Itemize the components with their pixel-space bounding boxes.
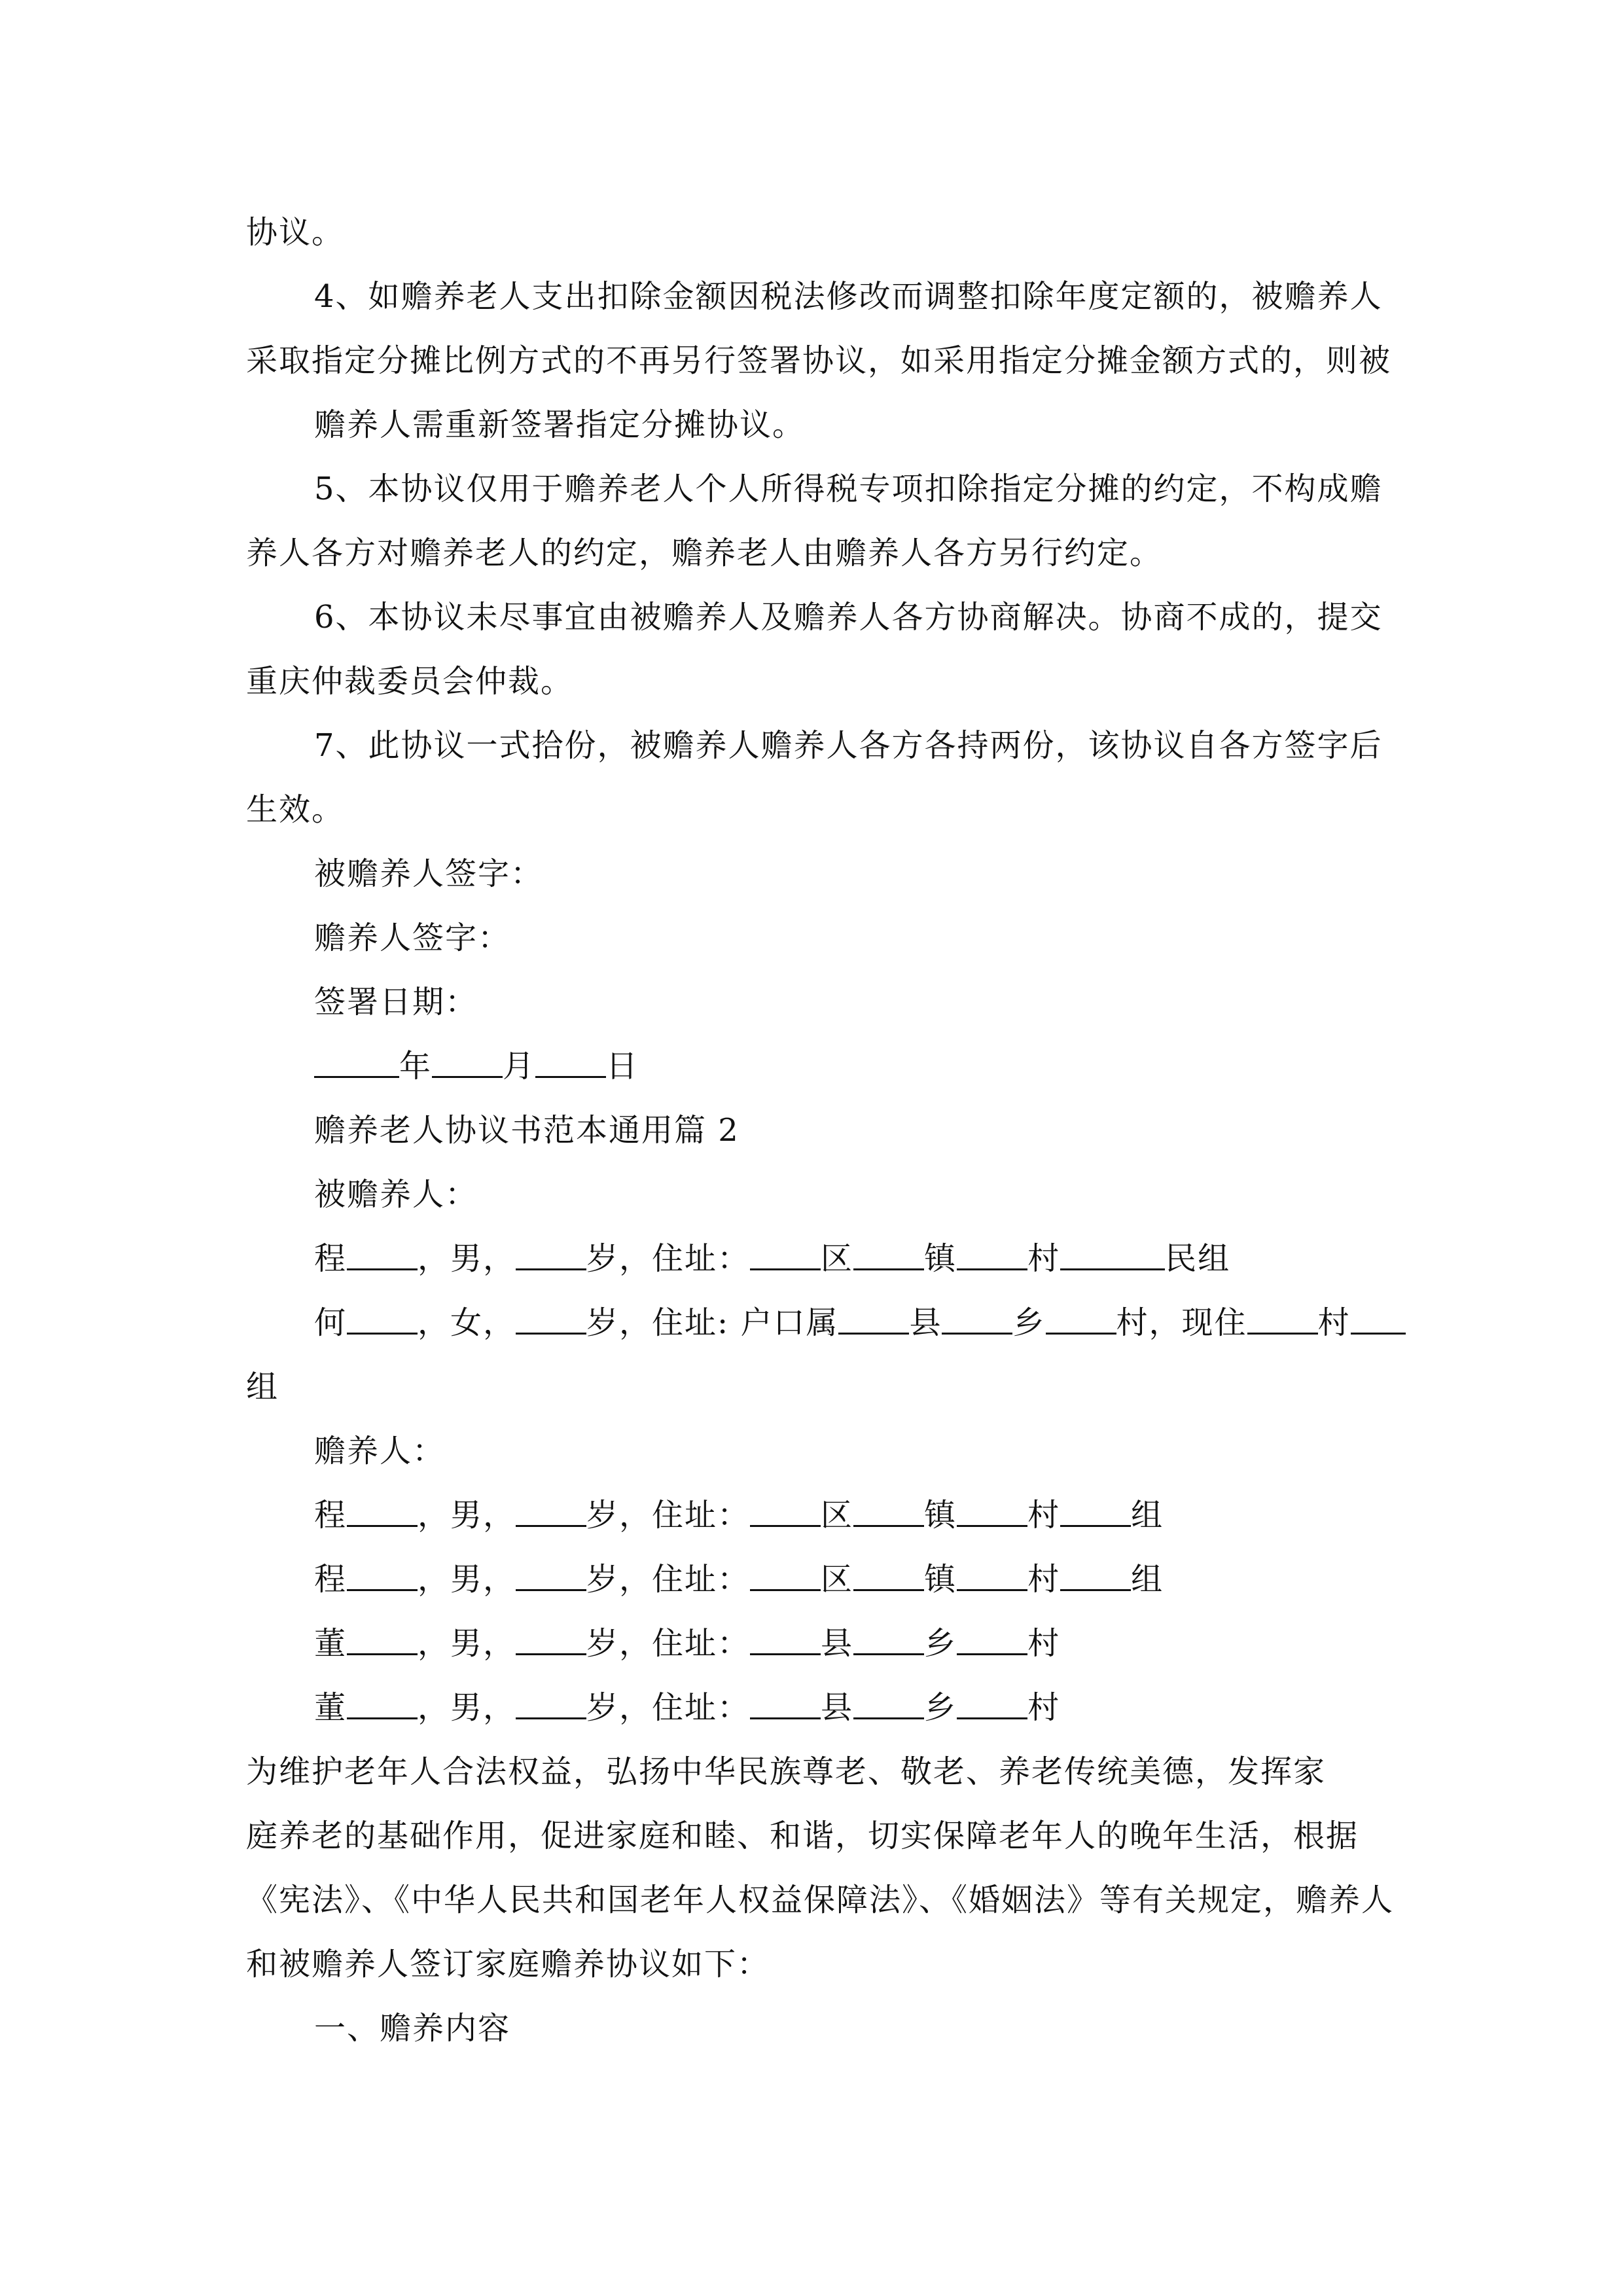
blank bbox=[853, 1563, 924, 1591]
sex: ，男， bbox=[418, 1625, 516, 1662]
blank bbox=[942, 1306, 1012, 1335]
section-heading-1: 一、赡养内容 bbox=[314, 2010, 511, 2047]
address-part: 区 bbox=[821, 1240, 854, 1277]
blank bbox=[957, 1242, 1027, 1270]
blank bbox=[957, 1563, 1027, 1591]
address-part: 村 bbox=[1317, 1304, 1351, 1341]
year-blank bbox=[314, 1050, 399, 1078]
supporter-signature-label: 赡养人签字： bbox=[314, 920, 511, 956]
day-label: 日 bbox=[606, 1048, 639, 1085]
age-address-label: 岁，住址： bbox=[586, 1561, 751, 1598]
age-address-label: 岁，住址： bbox=[586, 1625, 751, 1662]
blank bbox=[838, 1306, 909, 1335]
name-blank bbox=[347, 1691, 418, 1719]
name-blank bbox=[347, 1242, 418, 1270]
blank bbox=[1046, 1306, 1116, 1335]
name-blank bbox=[347, 1563, 418, 1591]
preamble-line-4: 和被赡养人签订家庭赡养协议如下： bbox=[246, 1946, 770, 1982]
surname: 董 bbox=[314, 1625, 348, 1662]
address-part: 乡 bbox=[1012, 1304, 1046, 1341]
sex: ，女， bbox=[418, 1304, 516, 1341]
age-blank bbox=[516, 1691, 586, 1719]
supporter-person-row bbox=[246, 1483, 1380, 1547]
address-part: 县 bbox=[909, 1304, 942, 1341]
item-6-line-2: 重庆仲裁委员会仲裁。 bbox=[246, 663, 574, 700]
blank bbox=[750, 1563, 821, 1591]
surname: 程 bbox=[314, 1240, 348, 1277]
blank bbox=[853, 1242, 924, 1270]
age-address-label: 岁，住址： bbox=[586, 1240, 751, 1277]
sex: ，男， bbox=[418, 1497, 516, 1534]
paragraph-end-previous: 协议。 bbox=[246, 214, 345, 251]
name-blank bbox=[347, 1499, 418, 1527]
address-part: 村 bbox=[1027, 1240, 1061, 1277]
address-part: 镇 bbox=[924, 1240, 957, 1277]
age-blank bbox=[516, 1306, 586, 1335]
supporter-person-row bbox=[246, 1547, 1380, 1611]
address-part: 民组 bbox=[1165, 1240, 1231, 1277]
blank bbox=[750, 1691, 821, 1719]
supporter-party-label: 赡养人： bbox=[314, 1433, 446, 1469]
address-part: 乡 bbox=[924, 1625, 957, 1662]
blank bbox=[750, 1627, 821, 1655]
age-blank bbox=[516, 1242, 586, 1270]
surname: 程 bbox=[314, 1497, 348, 1534]
preamble-line-2: 庭养老的基础作用，促进家庭和睦、和谐，切实保障老年人的晚年生活，根据 bbox=[246, 1818, 1359, 1854]
month-label: 月 bbox=[503, 1048, 536, 1085]
blank bbox=[957, 1691, 1027, 1719]
age-address-label: 岁，住址： bbox=[586, 1497, 751, 1534]
blank bbox=[1351, 1306, 1406, 1335]
address-part: 村 bbox=[1027, 1497, 1061, 1534]
supporter-person-row bbox=[246, 1676, 1380, 1740]
supported-person-row bbox=[246, 1291, 1380, 1355]
age-blank bbox=[516, 1563, 586, 1591]
sex: ，男， bbox=[418, 1561, 516, 1598]
year-label: 年 bbox=[399, 1048, 433, 1085]
address-part: 区 bbox=[821, 1561, 854, 1598]
day-blank bbox=[535, 1050, 606, 1078]
blank bbox=[957, 1627, 1027, 1655]
item-4-line-3: 赡养人需重新签署指定分摊协议。 bbox=[314, 406, 806, 443]
blank bbox=[853, 1499, 924, 1527]
surname: 程 bbox=[314, 1561, 348, 1598]
blank bbox=[853, 1691, 924, 1719]
address-part: 村 bbox=[1027, 1561, 1061, 1598]
blank bbox=[1060, 1242, 1165, 1270]
surname: 何 bbox=[314, 1304, 348, 1341]
surname: 董 bbox=[314, 1689, 348, 1726]
address-part: 区 bbox=[821, 1497, 854, 1534]
document-body bbox=[246, 200, 1395, 2060]
blank bbox=[750, 1499, 821, 1527]
supported-person-row-wrap: 组 bbox=[246, 1369, 279, 1405]
address-part: 组 bbox=[1131, 1497, 1164, 1534]
address-part: 县 bbox=[821, 1689, 854, 1726]
supported-party-label: 被赡养人： bbox=[314, 1176, 478, 1213]
supported-person-row bbox=[246, 1227, 1380, 1291]
address-part: 县 bbox=[821, 1625, 854, 1662]
signing-date-label: 签署日期： bbox=[314, 984, 478, 1020]
blank bbox=[1247, 1306, 1318, 1335]
blank bbox=[1060, 1499, 1131, 1527]
address-part: 乡 bbox=[924, 1689, 957, 1726]
address-part: 组 bbox=[1131, 1561, 1164, 1598]
blank bbox=[1060, 1563, 1131, 1591]
supported-signature-label: 被赡养人签字： bbox=[314, 855, 544, 892]
item-5-line-1: 5、本协议仅用于赡养老人个人所得税专项扣除指定分摊的约定，不构成赡 bbox=[314, 471, 1383, 507]
name-blank bbox=[347, 1627, 418, 1655]
section-title-2: 赡养老人协议书范本通用篇 2 bbox=[314, 1112, 740, 1149]
address-part: 镇 bbox=[924, 1561, 957, 1598]
age-blank bbox=[516, 1499, 586, 1527]
preamble-line-1: 为维护老年人合法权益，弘扬中华民族尊老、敬老、养老传统美德，发挥家 bbox=[246, 1753, 1327, 1790]
sex: ，男， bbox=[418, 1240, 516, 1277]
blank bbox=[853, 1627, 924, 1655]
item-6-line-1: 6、本协议未尽事宜由被赡养人及赡养人各方协商解决。协商不成的，提交 bbox=[314, 599, 1383, 636]
blank bbox=[957, 1499, 1027, 1527]
blank bbox=[750, 1242, 821, 1270]
supporter-person-row bbox=[246, 1611, 1380, 1676]
address-part: 村 bbox=[1027, 1625, 1061, 1662]
age-blank bbox=[516, 1627, 586, 1655]
item-4-line-2: 采取指定分摊比例方式的不再另行签署协议，如采用指定分摊金额方式的，则被 bbox=[246, 342, 1392, 379]
age-address-label: 岁，住址: 户口属 bbox=[586, 1304, 839, 1341]
address-part: 镇 bbox=[924, 1497, 957, 1534]
item-7-line-2: 生效。 bbox=[246, 791, 345, 828]
month-blank bbox=[432, 1050, 503, 1078]
name-blank bbox=[347, 1306, 418, 1335]
address-part: 村，现住 bbox=[1116, 1304, 1247, 1341]
item-7-line-1: 7、此协议一式拾份，被赡养人赡养人各方各持两份，该协议自各方签字后 bbox=[314, 727, 1383, 764]
preamble-line-3: 《宪法》、《中华人民共和国老年人权益保障法》、《婚姻法》等有关规定，赡养人 bbox=[246, 1882, 1395, 1918]
item-5-line-2: 养人各方对赡养老人的约定，赡养老人由赡养人各方另行约定。 bbox=[246, 535, 1163, 571]
item-4-line-1: 4、如赡养老人支出扣除金额因税法修改而调整扣除年度定额的，被赡养人 bbox=[314, 278, 1383, 315]
address-part: 村 bbox=[1027, 1689, 1061, 1726]
date-line bbox=[246, 1034, 1380, 1098]
sex: ，男， bbox=[418, 1689, 516, 1726]
age-address-label: 岁，住址： bbox=[586, 1689, 751, 1726]
